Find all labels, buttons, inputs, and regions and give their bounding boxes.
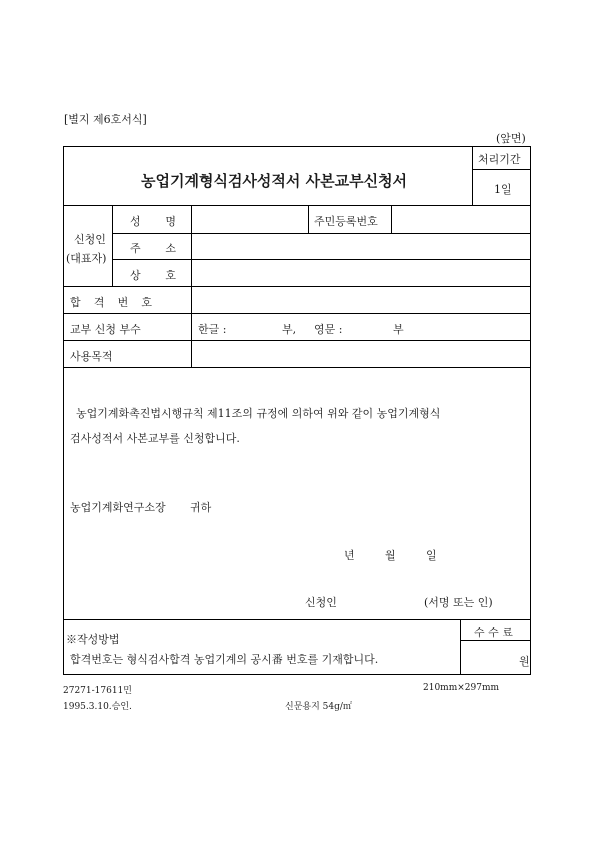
row-line — [112, 259, 531, 260]
side-note: (앞면) — [496, 132, 526, 145]
period-divider — [472, 169, 531, 170]
row-line — [63, 286, 531, 287]
name-field[interactable] — [196, 213, 304, 229]
paper-size: 210mm×297mm — [423, 683, 500, 693]
statement-line-1: 농업기계화촉진법시행규칙 제11조의 규정에 의하여 위와 같이 농업기계형식 — [76, 407, 441, 420]
name-label: 성 명 — [130, 215, 176, 228]
paper-type: 신문용지 54g/㎡ — [285, 702, 352, 712]
copies-label: 교부 신청 부수 — [70, 323, 141, 336]
applicant-group-sublabel: (대표자) — [66, 252, 107, 265]
col-line — [391, 205, 392, 233]
date-year: 년 — [344, 549, 355, 562]
row-line — [63, 313, 531, 314]
instructions-heading: ※작성방법 — [66, 633, 120, 646]
rrn-label: 주민등록번호 — [314, 215, 378, 228]
statement-line-2: 검사성적서 사본교부를 신청합니다. — [70, 432, 240, 445]
col-line — [460, 619, 461, 675]
copies-unit-korean: 부, — [282, 323, 297, 336]
col-line — [112, 205, 113, 286]
row-line — [63, 340, 531, 341]
processing-period-value: 1일 — [494, 183, 512, 196]
copies-korean-label: 한글 : — [198, 323, 227, 336]
trade-field[interactable] — [196, 267, 526, 283]
fee-label: 수 수 료 — [474, 626, 513, 639]
applicant-group-label: 신청인 — [74, 233, 106, 246]
row-line — [63, 367, 531, 368]
col-line — [308, 205, 309, 233]
copies-english-label: 영문 : — [314, 323, 343, 336]
fee-divider — [460, 640, 531, 641]
row-line — [112, 233, 531, 234]
fee-unit: 원 — [519, 655, 530, 668]
form-number: [별지 제6호서식] — [64, 113, 147, 126]
date-month: 월 — [385, 549, 396, 562]
address-label: 주 소 — [130, 242, 176, 255]
honorific: 귀하 — [190, 501, 212, 514]
print-code: 27271-17611민 — [63, 686, 132, 696]
rrn-field[interactable] — [396, 213, 526, 229]
purpose-field[interactable] — [196, 348, 526, 364]
title-divider — [472, 146, 473, 205]
pass-number-field[interactable] — [196, 294, 526, 310]
date-day: 일 — [426, 549, 437, 562]
copies-unit-english: 부 — [393, 323, 404, 336]
purpose-label: 사용목적 — [70, 350, 113, 363]
col-line — [191, 205, 192, 367]
row-line — [63, 205, 531, 206]
instructions-text: 합격번호는 형식검사합격 농업기계의 공시番 번호를 기재합니다. — [70, 653, 379, 666]
form-title: 농업기계형식검사성적서 사본교부신청서 — [141, 172, 408, 190]
approval-date: 1995.3.10.승인. — [63, 702, 132, 712]
applicant-sign-label: 신청인 — [305, 596, 337, 609]
address-field[interactable] — [196, 240, 526, 256]
processing-period-label: 처리기간 — [478, 153, 521, 166]
pass-number-label: 합 격 번 호 — [70, 296, 152, 309]
recipient: 농업기계화연구소장 — [70, 501, 166, 514]
signature-note: (서명 또는 인) — [424, 596, 493, 609]
trade-label: 상 호 — [130, 269, 176, 282]
